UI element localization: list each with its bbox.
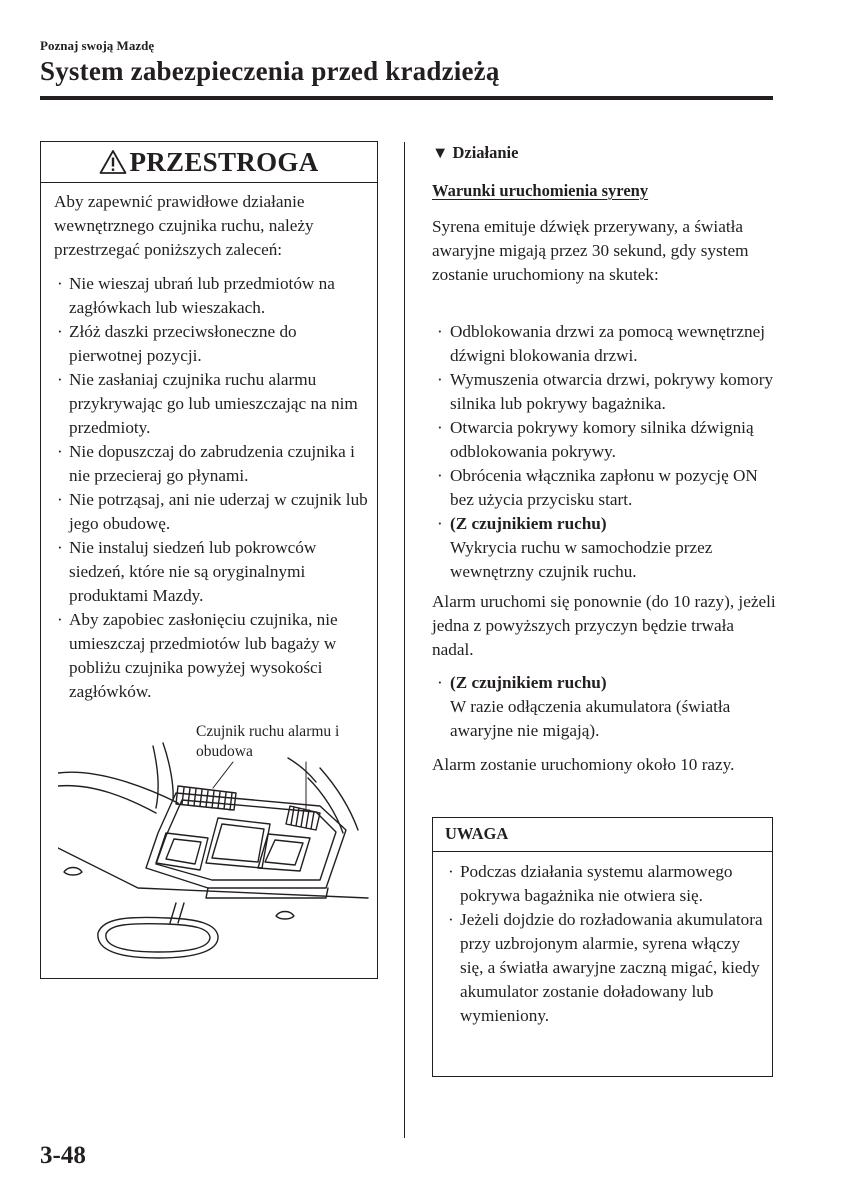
roof-sensor-illustration — [58, 738, 373, 968]
list-item: · Nie potrząsaj, ani nie uderzaj w czujnik lub jego obudowę. — [54, 488, 372, 536]
note-box — [432, 817, 773, 1077]
section-heading: ▼ Działanie — [432, 143, 519, 162]
page-title: System zabezpieczenia przed kradzieżą — [40, 56, 500, 86]
alarm-count-text: Alarm zostanie uruchomiony około 10 razy. — [432, 755, 735, 774]
list-item: · Wymuszenia otwarcia drzwi, pokrywy komory silnika lub pokrywy bagażnika. — [432, 368, 777, 416]
title-rule — [40, 96, 773, 100]
caution-intro: Aby zapewnić prawidłowe działanie wewnętrznego czujnika ruchu, należy przestrzegać poniższych zaleceń: — [54, 192, 314, 259]
trigger-list — [432, 320, 777, 584]
repeat-text: Alarm uruchomi się ponownie (do 10 razy), jeżeli jedna z powyższych przyczyn będzie trwała nadal. — [432, 592, 776, 659]
operation-intro: Syrena emituje dźwięk przerywany, a światła awaryjne migają przez 30 sekund, gdy system zostanie uruchomiony na skutek: — [432, 217, 749, 284]
list-item — [432, 512, 777, 584]
list-item: · Nie wieszaj ubrań lub przedmiotów na zagłówkach lub wieszakach. — [54, 272, 372, 320]
list-item: · Złóż daszki przeciwsłoneczne do pierwotnej pozycji. — [54, 320, 372, 368]
list-item: · Nie zasłaniaj czujnika ruchu alarmu przykrywając go lub umieszczając na nim przedmioty. — [54, 368, 372, 440]
motion-sensor-label: · (Z czujnikiem ruchu) — [450, 673, 607, 692]
caution-list — [54, 272, 372, 704]
list-item: · Obrócenia włącznika zapłonu w pozycję ON bez użycia przycisku start. — [432, 464, 777, 512]
figure-label: Czujnik ruchu alarmu i obudowa — [196, 723, 340, 760]
motion-sensor-text: Wykrycia ruchu w samochodzie przez wewnętrzny czujnik ruchu. — [450, 538, 713, 581]
list-item: · Otwarcia pokrywy komory silnika dźwignią odblokowania pokrywy. — [432, 416, 777, 464]
breadcrumb: Poznaj swoją Mazdę — [40, 38, 155, 53]
list-item: · Nie instaluj siedzeń lub pokrowców siedzeń, które nie są oryginalnymi produktami Mazdy. — [54, 536, 372, 608]
battery-text: W razie odłączenia akumulatora (światła awaryjne nie migają). — [450, 697, 731, 740]
caution-title: PRZESTROGA — [129, 146, 319, 177]
list-item: · Podczas działania systemu alarmowego pokrywa bagażnika nie otwiera się. — [445, 860, 765, 908]
list-item: · Nie dopuszczaj do zabrudzenia czujnika i nie przecieraj go płynami. — [54, 440, 372, 488]
note-title: UWAGA — [433, 818, 772, 852]
subsection-heading: Warunki uruchomienia syreny — [432, 181, 649, 200]
list-item: · Odblokowania drzwi za pomocą wewnętrznej dźwigni blokowania drzwi. — [432, 320, 777, 368]
caution-header — [41, 142, 377, 183]
motion-sensor-label: · (Z czujnikiem ruchu) — [450, 514, 607, 533]
column-divider — [404, 142, 405, 1138]
list-item — [432, 671, 777, 743]
list-item: · Jeżeli dojdzie do rozładowania akumulatora przy uzbrojonym alarmie, syrena włączy się, a światła awaryjne zaczną migać, kiedy akumulator zostanie doładowany lub wymieniony. — [445, 908, 765, 1028]
page-number: 3-48 — [40, 1142, 86, 1169]
list-item: · Aby zapobiec zasłonięciu czujnika, nie umieszczaj przedmiotów lub bagaży w pobliżu czujnika powyżej wysokości zagłówków. — [54, 608, 372, 704]
warning-triangle-icon — [99, 149, 127, 175]
note-list — [445, 860, 765, 1028]
battery-list — [432, 671, 777, 743]
